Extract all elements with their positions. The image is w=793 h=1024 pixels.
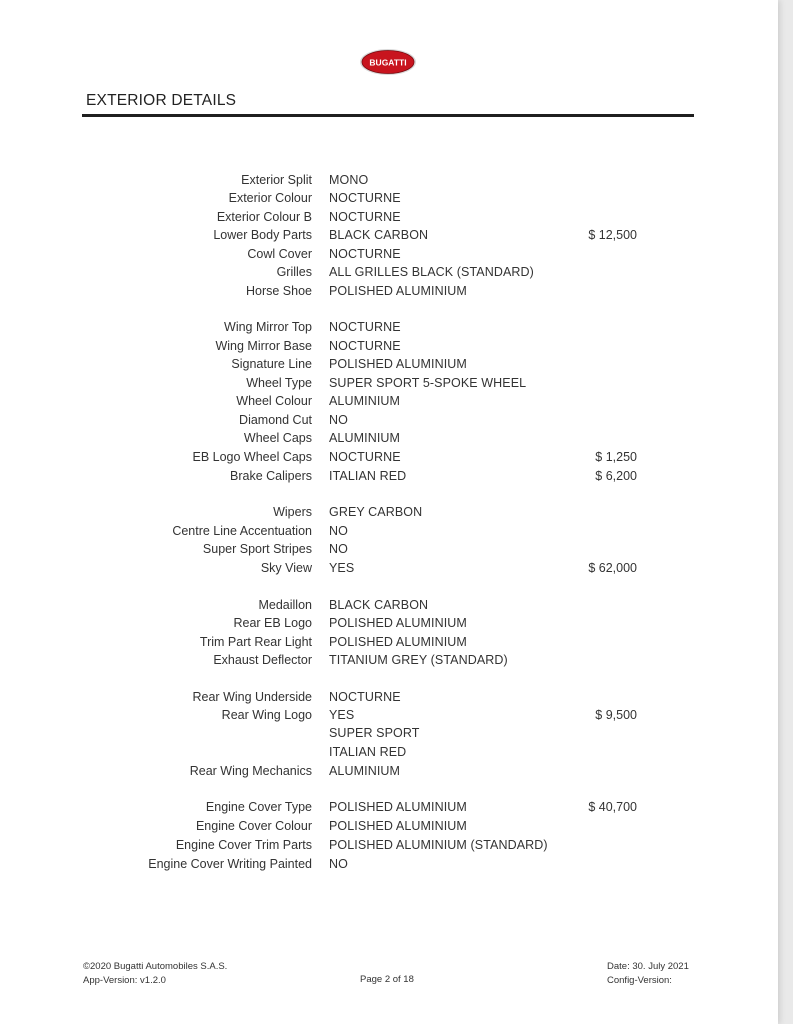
spec-row [0, 798, 778, 816]
spec-label: EB Logo Wheel Caps [192, 450, 312, 464]
footer-right [607, 960, 689, 988]
spec-value: NO [329, 413, 348, 427]
spec-row [0, 596, 778, 614]
spec-row [0, 337, 778, 355]
footer-left [83, 960, 227, 988]
spec-row [0, 688, 778, 706]
bugatti-logo [359, 48, 417, 76]
spec-label: Medaillon [258, 598, 312, 612]
spec-value: POLISHED ALUMINIUM [329, 800, 467, 814]
spec-row [0, 817, 778, 835]
spec-row [0, 559, 778, 577]
page-number: Page 2 of 18 [360, 974, 414, 985]
spec-row [0, 208, 778, 226]
spec-row [0, 282, 778, 300]
spec-row [0, 318, 778, 336]
spec-value: POLISHED ALUMINIUM [329, 635, 467, 649]
spec-value: MONO [329, 173, 369, 187]
spec-label: Rear EB Logo [233, 616, 312, 630]
spec-label: Rear Wing Underside [192, 690, 312, 704]
spec-value: POLISHED ALUMINIUM [329, 819, 467, 833]
spec-row [0, 226, 778, 244]
spec-value: BLACK CARBON [329, 228, 429, 242]
spec-price: $ 62,000 [588, 561, 637, 575]
spec-price: $ 9,500 [595, 708, 637, 722]
spec-label: Engine Cover Colour [195, 819, 312, 833]
spec-value: SUPER SPORT [329, 726, 420, 740]
spec-label: Wheel Type [246, 376, 312, 390]
spec-value: YES [329, 708, 355, 722]
spec-row [0, 762, 778, 780]
config-version-text: Config-Version: [607, 975, 672, 986]
spec-row [0, 540, 778, 558]
spec-row [0, 355, 778, 373]
spec-row [0, 855, 778, 873]
spec-row [0, 467, 778, 485]
spec-row [0, 743, 778, 761]
spec-label: Exterior Colour [228, 191, 312, 205]
spec-label: Diamond Cut [239, 413, 312, 427]
spec-row [0, 411, 778, 429]
spec-value: ITALIAN RED [329, 745, 407, 759]
spec-value: NOCTURNE [329, 247, 401, 261]
spec-row [0, 503, 778, 521]
spec-value: ALUMINIUM [329, 764, 401, 778]
spec-price: $ 12,500 [588, 228, 637, 242]
spec-value: GREY CARBON [329, 505, 423, 519]
spec-label: Lower Body Parts [213, 228, 312, 242]
spec-value: POLISHED ALUMINIUM [329, 284, 467, 298]
spec-value: NOCTURNE [329, 210, 401, 224]
spec-label: Cowl Cover [247, 247, 312, 261]
spec-row [0, 429, 778, 447]
spec-label: Wing Mirror Base [215, 339, 312, 353]
spec-price: $ 6,200 [595, 469, 637, 483]
spec-row [0, 633, 778, 651]
spec-label: Brake Calipers [230, 469, 312, 483]
spec-value: NOCTURNE [329, 339, 401, 353]
spec-value: SUPER SPORT 5-SPOKE WHEEL [329, 376, 527, 390]
spec-label: Sky View [260, 561, 312, 575]
spec-label: Wheel Colour [236, 394, 312, 408]
spec-row [0, 706, 778, 724]
spec-value: TITANIUM GREY (STANDARD) [329, 653, 508, 667]
spec-row [0, 522, 778, 540]
spec-label: Centre Line Accentuation [172, 524, 312, 538]
spec-row [0, 263, 778, 281]
spec-label: Exterior Colour B [216, 210, 312, 224]
spec-value: YES [329, 561, 355, 575]
spec-row [0, 171, 778, 189]
spec-label: Trim Part Rear Light [199, 635, 312, 649]
spec-value: NO [329, 542, 348, 556]
spec-row [0, 614, 778, 632]
spec-row [0, 836, 778, 854]
spec-row [0, 392, 778, 410]
spec-row [0, 189, 778, 207]
spec-value: ALUMINIUM [329, 394, 401, 408]
spec-label: Exhaust Deflector [213, 653, 312, 667]
spec-row [0, 724, 778, 742]
date-text: Date: 30. July 2021 [607, 961, 689, 972]
copyright-text: ©2020 Bugatti Automobiles S.A.S. [83, 961, 228, 972]
spec-value: POLISHED ALUMINIUM [329, 357, 467, 371]
spec-label: Wipers [273, 505, 312, 519]
spec-value: ALUMINIUM [329, 431, 401, 445]
spec-label: Rear Wing Mechanics [189, 764, 312, 778]
section-title: EXTERIOR DETAILS [86, 92, 237, 109]
spec-price: $ 1,250 [595, 450, 637, 464]
spec-label: Signature Line [231, 357, 312, 371]
spec-value: NOCTURNE [329, 690, 401, 704]
spec-label: Engine Cover Trim Parts [175, 838, 312, 852]
logo-text: BUGATTI [369, 57, 407, 68]
spec-row [0, 245, 778, 263]
spec-label: Horse Shoe [245, 284, 312, 298]
spec-value: NOCTURNE [329, 450, 401, 464]
spec-label: Engine Cover Type [205, 800, 312, 814]
spec-label: Grilles [276, 265, 312, 279]
spec-row [0, 651, 778, 669]
app-version-text: App-Version: v1.2.0 [83, 975, 166, 986]
spec-label: Rear Wing Logo [221, 708, 312, 722]
spec-label: Wing Mirror Top [224, 320, 312, 334]
spec-row [0, 448, 778, 466]
spec-label: Engine Cover Writing Painted [148, 857, 312, 871]
spec-value: ITALIAN RED [329, 469, 407, 483]
spec-value: NO [329, 857, 348, 871]
spec-value: POLISHED ALUMINIUM [329, 616, 467, 630]
spec-label: Super Sport Stripes [202, 542, 312, 556]
spec-value: NOCTURNE [329, 191, 401, 205]
spec-price: $ 40,700 [588, 800, 637, 814]
spec-label: Wheel Caps [243, 431, 312, 445]
spec-value: BLACK CARBON [329, 598, 429, 612]
spec-value: POLISHED ALUMINIUM (STANDARD) [329, 838, 548, 852]
spec-label: Exterior Split [241, 173, 312, 187]
spec-value: NOCTURNE [329, 320, 401, 334]
spec-value: NO [329, 524, 348, 538]
spec-value: ALL GRILLES BLACK (STANDARD) [329, 265, 534, 279]
spec-row [0, 374, 778, 392]
title-divider [82, 114, 694, 117]
